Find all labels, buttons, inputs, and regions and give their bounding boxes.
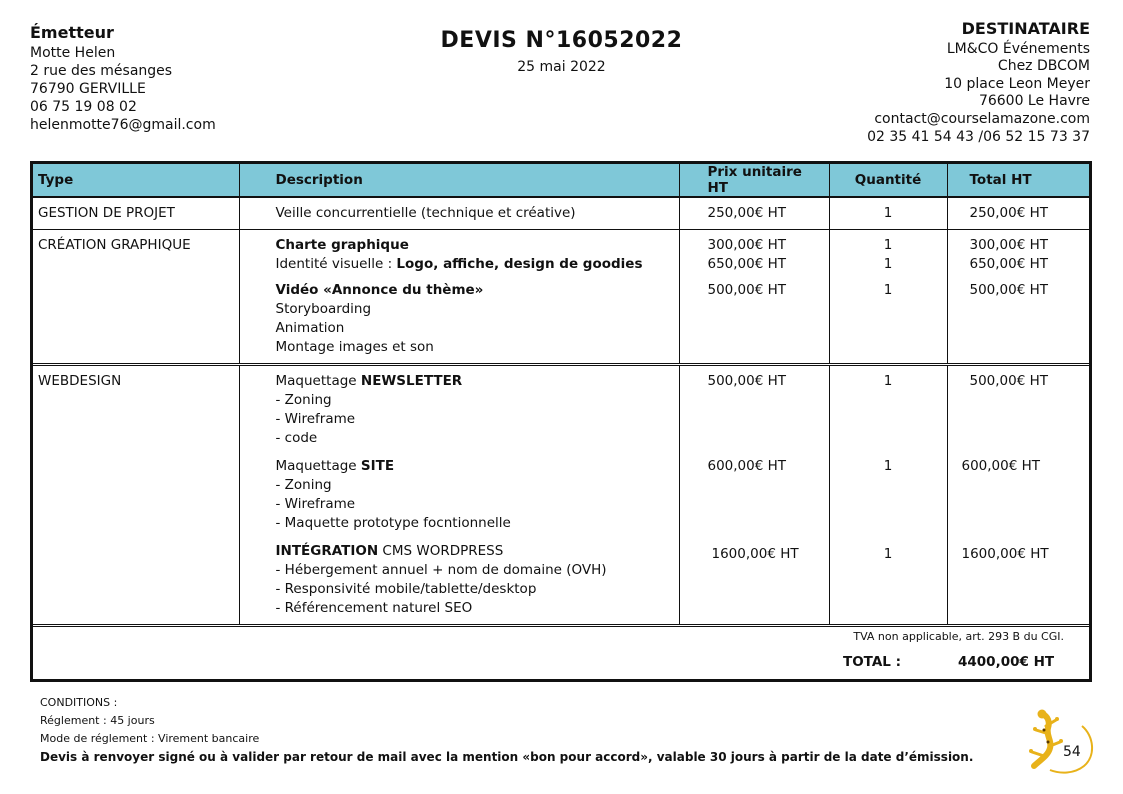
recipient-heading: DESTINATAIRE xyxy=(961,19,1090,38)
quantity-value: 1 xyxy=(883,256,893,272)
row-type: WEBDESIGN xyxy=(33,365,239,626)
sender-address: 2 rue des mésanges xyxy=(30,63,173,79)
row-type: GESTION DE PROJET xyxy=(33,197,239,230)
quote-table-frame xyxy=(30,161,1092,682)
integration-item: - Référencement naturel SEO xyxy=(275,600,473,616)
site-prefix: Maquettage xyxy=(275,458,361,474)
identite-line xyxy=(276,255,674,274)
total-value: 1600,00€ HT xyxy=(961,546,1049,562)
newsletter-item: - Zoning xyxy=(275,392,332,408)
sender-email: helenmotte76@gmail.com xyxy=(30,117,216,133)
quantity-value: 1 xyxy=(883,237,893,253)
column-header-description: Description xyxy=(239,164,679,197)
column-header-total: Total HT xyxy=(947,164,1089,197)
charte-title: Charte graphique xyxy=(275,237,409,253)
site-item: - Zoning xyxy=(275,477,332,493)
newsletter-title xyxy=(276,372,674,391)
quantity-value: 1 xyxy=(883,458,893,474)
table-header-row xyxy=(33,164,1089,197)
newsletter-item: - Wireframe xyxy=(275,411,356,427)
integration-item: - Responsivité mobile/tablette/desktop xyxy=(275,581,537,597)
conditions-heading: CONDITIONS : xyxy=(40,696,118,709)
video-item: Montage images et son xyxy=(275,339,434,355)
column-header-unit-price: Prix unitaire HT xyxy=(679,164,829,197)
total-value: 650,00€ HT xyxy=(969,256,1049,272)
quantity-value: 1 xyxy=(883,373,893,389)
site-bold: SITE xyxy=(360,458,395,474)
total-label: TOTAL : xyxy=(843,654,901,670)
price-value: 500,00€ HT xyxy=(707,282,787,298)
grand-total: 4400,00€ HT xyxy=(958,654,1055,670)
recipient-company: LM&CO Événements xyxy=(946,40,1090,57)
sender-phone: 06 75 19 08 02 xyxy=(30,99,137,115)
row-description: Veille concurrentielle (technique et créative) xyxy=(239,197,679,230)
row-unit-price xyxy=(679,230,829,365)
sender-heading: Émetteur xyxy=(30,23,114,42)
integration-item: - Hébergement annuel + nom de domaine (OVH) xyxy=(275,562,607,578)
page-number: 54 xyxy=(1063,744,1081,760)
row-quantity: 1 xyxy=(829,197,947,230)
document-title: DEVIS N°16052022 xyxy=(440,28,683,53)
integration-suffix: CMS WORDPRESS xyxy=(378,543,504,559)
table-row xyxy=(33,197,1089,230)
total-value: 300,00€ HT xyxy=(969,237,1049,253)
recipient-city: 76600 Le Havre xyxy=(978,93,1090,110)
recipient-phone: 02 35 41 54 43 /06 52 15 73 37 xyxy=(867,128,1090,145)
price-value: 650,00€ HT xyxy=(707,256,787,272)
identite-items: Logo, affiche, design de goodies xyxy=(396,256,643,272)
video-title: Vidéo «Annonce du thème» xyxy=(275,282,484,298)
row-unit-price: 250,00€ HT xyxy=(679,197,829,230)
payment-terms: Réglement : 45 jours xyxy=(40,714,155,727)
price-value: 500,00€ HT xyxy=(707,373,787,389)
row-description xyxy=(239,230,679,365)
integration-title xyxy=(276,542,674,561)
site-item: - Maquette prototype focntionnelle xyxy=(275,515,511,531)
row-description xyxy=(239,365,679,626)
site-item: - Wireframe xyxy=(275,496,356,512)
newsletter-bold: NEWSLETTER xyxy=(360,373,463,389)
recipient-email: contact@courselamazone.com xyxy=(874,110,1090,127)
video-item: Storyboarding xyxy=(275,301,372,317)
newsletter-prefix: Maquettage xyxy=(275,373,361,389)
recipient-block xyxy=(867,20,1090,146)
newsletter-item: - code xyxy=(275,430,318,446)
column-header-type: Type xyxy=(33,164,239,197)
total-value: 500,00€ HT xyxy=(969,373,1049,389)
total-value: 600,00€ HT xyxy=(961,458,1041,474)
row-type: CRÉATION GRAPHIQUE xyxy=(33,230,239,365)
conditions-block xyxy=(40,694,973,766)
quantity-value: 1 xyxy=(883,282,893,298)
recipient-address: 10 place Leon Meyer xyxy=(944,75,1090,92)
document-date: 25 mai 2022 xyxy=(517,59,606,75)
column-header-quantity: Quantité xyxy=(829,164,947,197)
vat-note: TVA non applicable, art. 293 B du CGI. xyxy=(853,630,1064,643)
price-value: 300,00€ HT xyxy=(707,237,787,253)
row-total: 250,00€ HT xyxy=(947,197,1089,230)
sender-city: 76790 GERVILLE xyxy=(30,81,146,97)
validity-note: Devis à renvoyer signé ou à valider par retour de mail avec la mention «bon pour accord», valable 30 jours à partir de la date d’émission. xyxy=(40,750,974,764)
table-row xyxy=(33,365,1089,626)
video-item: Animation xyxy=(275,320,345,336)
row-quantity xyxy=(829,365,947,626)
row-quantity xyxy=(829,230,947,365)
total-value: 500,00€ HT xyxy=(969,282,1049,298)
row-total xyxy=(947,365,1089,626)
gecko-logo-icon xyxy=(1022,708,1098,776)
price-value: 1600,00€ HT xyxy=(711,546,799,562)
row-total xyxy=(947,230,1089,365)
price-value: 600,00€ HT xyxy=(707,458,787,474)
quantity-value: 1 xyxy=(883,546,893,562)
table-row xyxy=(33,230,1089,365)
payment-mode: Mode de réglement : Virement bancaire xyxy=(40,732,260,745)
recipient-care-of: Chez DBCOM xyxy=(997,58,1090,75)
sender-name: Motte Helen xyxy=(30,45,116,61)
row-unit-price xyxy=(679,365,829,626)
site-title xyxy=(276,457,674,476)
identite-prefix: Identité visuelle : xyxy=(275,256,397,272)
quote-table xyxy=(33,164,1089,627)
integration-bold: INTÉGRATION xyxy=(275,543,379,559)
